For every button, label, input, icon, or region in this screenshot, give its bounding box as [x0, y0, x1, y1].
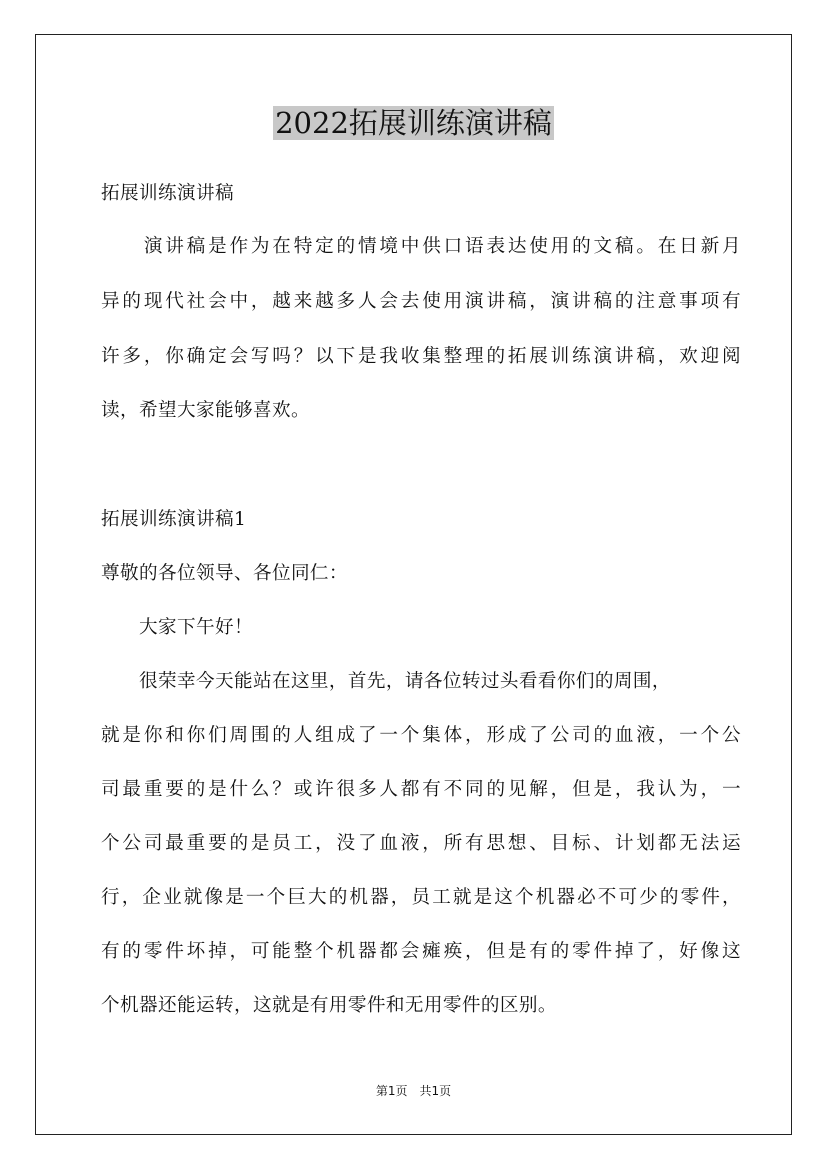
greeting: 大家下午好！: [101, 617, 253, 638]
body-line-1: 很荣幸今天能站在这里，首先，请各位转过头看看你们的周围，: [101, 671, 671, 692]
body-line-6: 有的零件坏掉，可能整个机器都会瘫痪，但是有的零件掉了，好像这: [101, 941, 741, 962]
document-title-text: 2022拓展训练演讲稿: [275, 106, 552, 140]
section-heading: 拓展训练演讲稿: [101, 183, 234, 204]
body-line-7: 个机器还能运转，这就是有用零件和无用零件的区别。: [101, 995, 557, 1016]
intro-line-3: 许多，你确定会写吗？以下是我收集整理的拓展训练演讲稿，欢迎阅: [101, 346, 741, 367]
intro-line-2: 异的现代社会中，越来越多人会去使用演讲稿，演讲稿的注意事项有: [101, 291, 741, 312]
body-line-5: 行，企业就像是一个巨大的机器，员工就是这个机器必不可少的零件，: [101, 887, 741, 908]
body-line-3: 司最重要的是什么？或许很多人都有不同的见解，但是，我认为，一: [101, 779, 741, 800]
intro-line-1: 演讲稿是作为在特定的情境中供口语表达使用的文稿。在日新月: [101, 236, 741, 257]
intro-line-4: 读，希望大家能够喜欢。: [101, 400, 310, 421]
speech-title: 拓展训练演讲稿1: [101, 509, 247, 530]
page-number-footer: 第1页 共1页: [375, 1084, 452, 1098]
body-line-2: 就是你和你们周围的人组成了一个集体，形成了公司的血液，一个公: [101, 725, 741, 746]
document-title: [0, 104, 827, 142]
body-line-4: 个公司最重要的是员工，没了血液，所有思想、目标、计划都无法运: [101, 833, 741, 854]
salutation: 尊敬的各位领导、各位同仁：: [101, 563, 348, 584]
